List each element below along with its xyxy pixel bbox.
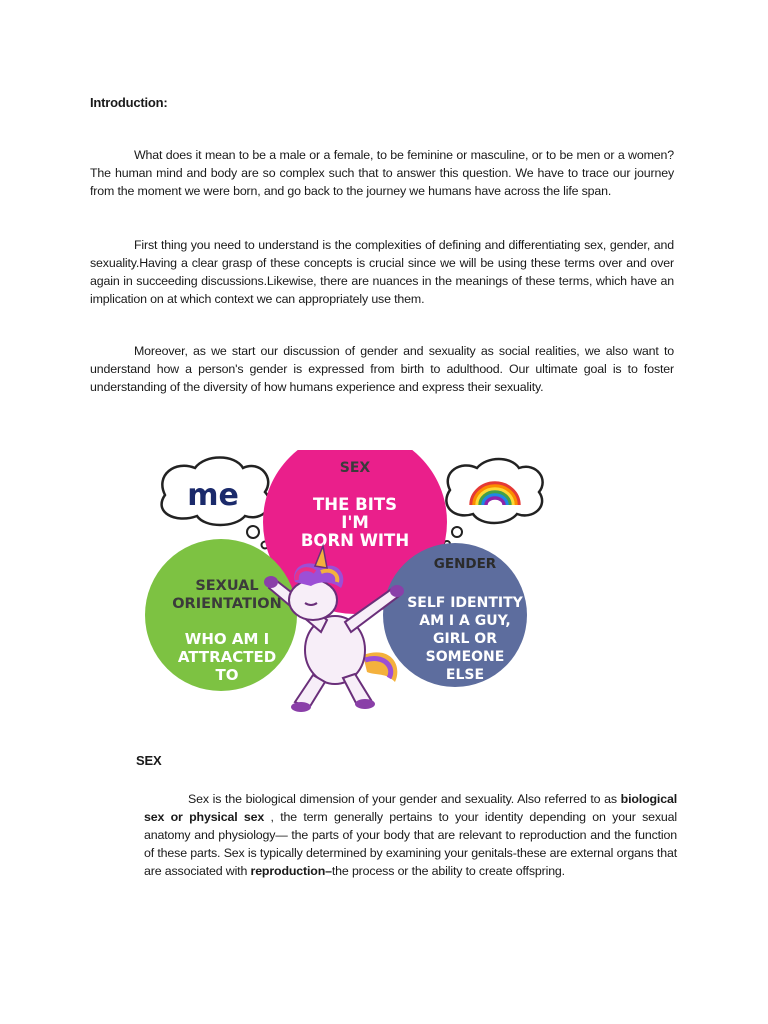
introduction-heading: Introduction:	[90, 95, 168, 110]
gender-line-4: SOMEONE	[425, 649, 505, 665]
orientation-line-1: WHO AM I	[184, 630, 270, 648]
sex-line-2: I'M	[341, 513, 369, 532]
rainbow-thought-bubble	[444, 459, 543, 547]
orientation-line-2: ATTRACTED	[177, 648, 277, 666]
sex-section-heading: SEX	[136, 753, 162, 768]
sex-gender-orientation-infographic	[145, 450, 565, 715]
sex-circle-title: SEX	[339, 460, 371, 476]
sex-paragraph-middle: , the term generally pertains to your identity depending on your sexual anatomy and physiology— the parts of your body that are relevant to reproduction and the function of these parts. Sex is typically determined by examining your genitals-these are external organs that are associated with	[144, 810, 677, 878]
intro-paragraph-1-text: What does it mean to be a male or a female, to be feminine or masculine, or to be men or a women?The human mind and body are so complex such that to answer this question. We have to trace our journey from the moment we were born, and go back to the journey we humans have across the life span.	[90, 148, 674, 198]
me-thought-bubble	[162, 458, 270, 549]
intro-paragraph-3-text: Moreover, as we start our discussion of gender and sexuality as social realities, we also want to understand how a person's gender is expressed from birth to adulthood. Our ultimate goal is to foster understanding of the diversity of how humans experience and express their sexuality.	[90, 344, 674, 394]
intro-paragraph-1	[90, 146, 674, 200]
gender-line-2: AM I A GUY,	[419, 613, 511, 629]
gender-line-1: SELF IDENTITY	[407, 595, 523, 611]
sex-paragraph-end: the process or the ability to create offspring.	[331, 864, 565, 878]
intro-paragraph-2-text: First thing you need to understand is the complexities of defining and differentiating sex, gender, and sexuality.Having a clear grasp of these concepts is crucial since we will be using these terms over and over again in succeeding discussions.Likewise, there are nuances in the meanings of these terms, which have an implication on at which context we can appropriately use them.	[90, 238, 674, 306]
gender-circle-title: GENDER	[433, 556, 497, 572]
sex-line-1: THE BITS	[313, 495, 397, 514]
sex-paragraph-start: Sex is the biological dimension of your gender and sexuality. Also referred to as	[188, 792, 621, 806]
gender-line-3: GIRL OR	[433, 631, 497, 647]
orientation-title-1: SEXUAL	[195, 578, 259, 594]
term-biological-sex: biological sex or physical sex	[144, 792, 677, 824]
sex-definition-paragraph	[144, 790, 677, 880]
sex-line-3: BORN WITH	[300, 531, 410, 550]
intro-paragraph-2	[90, 236, 674, 308]
orientation-title-2: ORIENTATION	[172, 596, 282, 612]
term-reproduction: reproduction–	[250, 864, 332, 878]
me-logo-text: me	[187, 478, 239, 513]
intro-paragraph-3	[90, 342, 674, 396]
orientation-line-3: TO	[215, 666, 239, 684]
gender-line-5: ELSE	[445, 667, 485, 683]
